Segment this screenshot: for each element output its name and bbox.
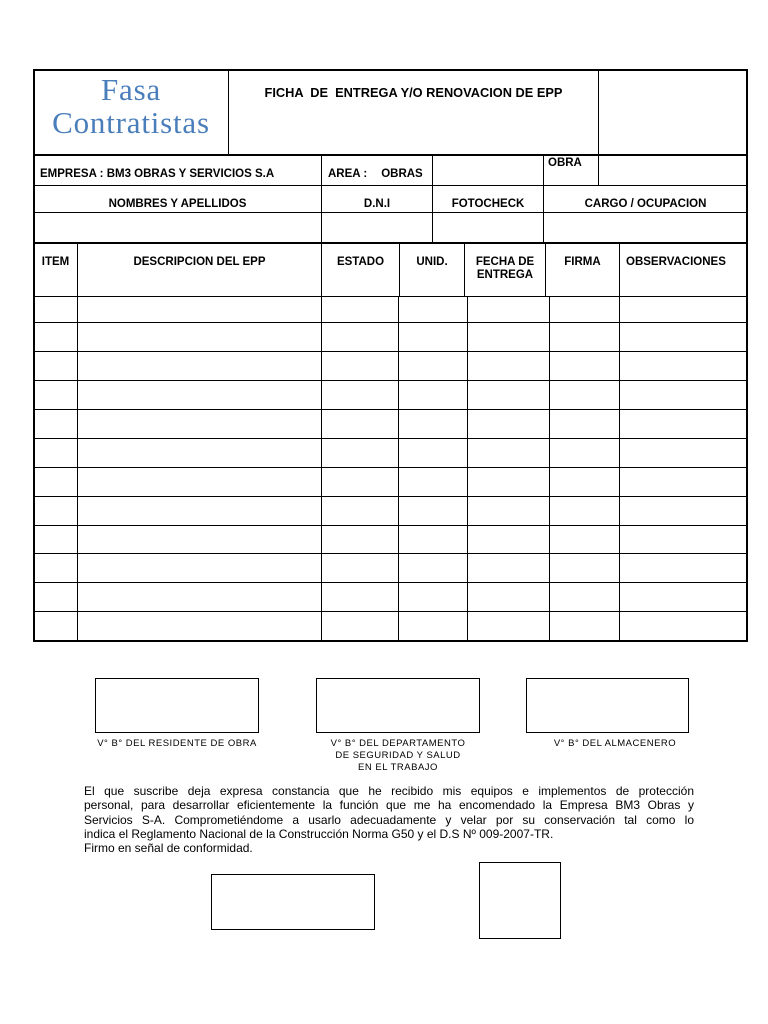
col-header-item: [33, 243, 78, 297]
declaration-line: personal, para desarrollar eficientemente la función que me ha encomendado la Empresa BM3 Obras y: [84, 798, 694, 813]
item-cell-item: [33, 525, 78, 554]
item-cell-firma: [549, 296, 620, 323]
item-cell-estado: [321, 351, 399, 381]
item-cell-estado: [321, 322, 399, 352]
item-cell-firma: [549, 467, 620, 497]
area-cell: [321, 155, 433, 186]
logo-cell: [33, 69, 229, 156]
obra-label: OBRA: [548, 157, 582, 169]
item-cell-observaciones: [619, 409, 748, 439]
item-cell-fecha-entrega: [467, 525, 550, 554]
dni-label: D.N.I: [363, 198, 391, 210]
item-cell-observaciones: [619, 553, 748, 583]
seguridad-signature-box: [316, 678, 480, 733]
company-logo: [34, 70, 228, 139]
item-cell-item: [33, 467, 78, 497]
area-text: [322, 156, 432, 181]
header-blank-cell: [598, 69, 748, 156]
worker-signature-box: [211, 874, 375, 930]
item-cell-observaciones: [619, 582, 748, 612]
item-cell-observaciones: [619, 322, 748, 352]
empresa-label: EMPRESA :: [40, 168, 104, 180]
item-cell-fecha-entrega: [467, 380, 550, 410]
item-cell-observaciones: [619, 496, 748, 526]
seguridad-approval-line-1: V° B° DEL DEPARTAMENTO: [330, 738, 466, 749]
item-cell-estado: [321, 409, 399, 439]
obra-value-cell: [598, 155, 748, 186]
empresa-text: [34, 156, 321, 181]
item-cell-item: [33, 611, 78, 642]
cargo-value-cell: [543, 212, 748, 244]
item-cell-descripcion: [77, 296, 322, 323]
item-cell-firma: [549, 438, 620, 468]
item-cell-descripcion: [77, 322, 322, 352]
item-cell-fecha-entrega: [467, 553, 550, 583]
almacenero-signature-box: [526, 678, 689, 733]
item-cell-item: [33, 380, 78, 410]
almacenero-approval-label: V° B° DEL ALMACENERO: [553, 738, 677, 749]
fotocheck-label: FOTOCHECK: [451, 198, 525, 210]
item-cell-firma: [549, 496, 620, 526]
item-cell-descripcion: [77, 496, 322, 526]
col-header-firma-label: FIRMA: [564, 256, 601, 268]
col-header-firma: [545, 243, 620, 297]
col-header-observaciones: [619, 243, 748, 297]
item-cell-descripcion: [77, 582, 322, 612]
item-cell-estado: [321, 496, 399, 526]
item-cell-fecha-entrega: [467, 438, 550, 468]
item-cell-item: [33, 438, 78, 468]
item-cell-firma: [549, 322, 620, 352]
fotocheck-value-cell: [432, 212, 544, 244]
col-header-descripcion: [77, 243, 322, 297]
item-cell-unid: [398, 582, 468, 612]
area-blank-cell: [432, 155, 544, 186]
declaration-line: El que suscribe deja expresa constancia que he recibido mis equipos e implementos de protección: [84, 784, 694, 798]
item-cell-fecha-entrega: [467, 611, 550, 642]
item-cell-unid: [398, 553, 468, 583]
item-cell-estado: [321, 467, 399, 497]
item-cell-fecha-entrega: [467, 296, 550, 323]
item-cell-item: [33, 409, 78, 439]
dni-label-cell: [321, 185, 433, 213]
item-cell-observaciones: [619, 296, 748, 323]
declaration-paragraph: [84, 784, 694, 855]
item-cell-firma: [549, 582, 620, 612]
item-cell-firma: [549, 409, 620, 439]
item-cell-observaciones: [619, 611, 748, 642]
item-cell-unid: [398, 525, 468, 554]
declaration-line: indica el Reglamento Nacional de la Construcción Norma G50 y el D.S Nº 009-2007-TR.: [84, 826, 554, 841]
col-header-observaciones-label: OBSERVACIONES: [626, 256, 726, 268]
item-cell-estado: [321, 438, 399, 468]
col-header-unid: [399, 243, 465, 297]
item-cell-estado: [321, 525, 399, 554]
item-cell-fecha-entrega: [467, 496, 550, 526]
col-header-descripcion-label: DESCRIPCION DEL EPP: [133, 256, 266, 268]
form-title: FICHA DE ENTREGA Y/O RENOVACION DE EPP: [264, 85, 563, 100]
item-cell-item: [33, 553, 78, 583]
col-header-estado-label: ESTADO: [336, 256, 385, 268]
item-cell-unid: [398, 409, 468, 439]
col-header-item-label: ITEM: [41, 256, 70, 268]
item-cell-estado: [321, 380, 399, 410]
declaration-line: Servicios S-A. Comprometiéndome a usarlo adecuadamente y velar por su conservación tal como lo: [84, 812, 694, 827]
item-cell-fecha-entrega: [467, 322, 550, 352]
residente-approval-label: V° B° DEL RESIDENTE DE OBRA: [97, 738, 257, 749]
fingerprint-box: [479, 862, 561, 939]
area-value: OBRAS: [381, 168, 423, 180]
logo-line-1: Fasa: [100, 72, 162, 107]
item-cell-fecha-entrega: [467, 467, 550, 497]
item-cell-estado: [321, 611, 399, 642]
item-cell-firma: [549, 351, 620, 381]
item-cell-fecha-entrega: [467, 351, 550, 381]
item-cell-estado: [321, 553, 399, 583]
item-cell-descripcion: [77, 351, 322, 381]
residente-signature-box: [95, 678, 259, 733]
col-header-estado: [321, 243, 400, 297]
seguridad-approval-line-3: EN EL TRABAJO: [358, 762, 438, 773]
item-cell-unid: [398, 496, 468, 526]
dni-value-cell: [321, 212, 433, 244]
section-divider: [33, 242, 748, 244]
item-cell-descripcion: [77, 438, 322, 468]
item-cell-firma: [549, 553, 620, 583]
item-cell-descripcion: [77, 553, 322, 583]
item-cell-unid: [398, 322, 468, 352]
col-header-fecha-entrega-label: FECHA DE ENTREGA: [475, 256, 535, 281]
area-label: AREA :: [328, 168, 368, 180]
fotocheck-label-cell: [432, 185, 544, 213]
item-cell-unid: [398, 467, 468, 497]
item-cell-fecha-entrega: [467, 582, 550, 612]
seguridad-approval-line-2: DE SEGURIDAD Y SALUD: [335, 750, 461, 761]
item-cell-item: [33, 496, 78, 526]
item-cell-observaciones: [619, 467, 748, 497]
item-cell-unid: [398, 380, 468, 410]
item-cell-descripcion: [77, 611, 322, 642]
empresa-cell: [33, 155, 322, 186]
item-cell-observaciones: [619, 380, 748, 410]
item-cell-observaciones: [619, 438, 748, 468]
nombres-label-cell: [33, 185, 322, 213]
item-cell-observaciones: [619, 351, 748, 381]
nombres-label: NOMBRES Y APELLIDOS: [108, 198, 247, 210]
nombres-value-cell: [33, 212, 322, 244]
item-cell-descripcion: [77, 525, 322, 554]
title-cell: [228, 69, 599, 156]
col-header-fecha-entrega: [464, 243, 546, 297]
seguridad-approval-label: [316, 738, 480, 774]
cargo-label-cell: [543, 185, 748, 213]
item-cell-unid: [398, 611, 468, 642]
col-header-unid-label: UNID.: [416, 256, 448, 268]
item-cell-firma: [549, 611, 620, 642]
empresa-value: BM3 OBRAS Y SERVICIOS S.A: [106, 168, 275, 180]
item-cell-observaciones: [619, 525, 748, 554]
item-cell-descripcion: [77, 409, 322, 439]
item-cell-firma: [549, 380, 620, 410]
item-cell-estado: [321, 582, 399, 612]
item-cell-fecha-entrega: [467, 409, 550, 439]
item-cell-firma: [549, 525, 620, 554]
item-cell-unid: [398, 351, 468, 381]
logo-line-2: Contratistas: [52, 105, 210, 140]
item-cell-item: [33, 582, 78, 612]
item-cell-unid: [398, 438, 468, 468]
section-divider: [33, 154, 748, 156]
obra-label-cell: [543, 155, 599, 186]
item-cell-descripcion: [77, 467, 322, 497]
item-cell-item: [33, 351, 78, 381]
item-cell-item: [33, 322, 78, 352]
declaration-closing: Firmo en señal de conformidad.: [84, 841, 253, 855]
cargo-label: CARGO / OCUPACION: [584, 198, 707, 210]
item-cell-unid: [398, 296, 468, 323]
item-cell-item: [33, 296, 78, 323]
item-cell-descripcion: [77, 380, 322, 410]
item-cell-estado: [321, 296, 399, 323]
